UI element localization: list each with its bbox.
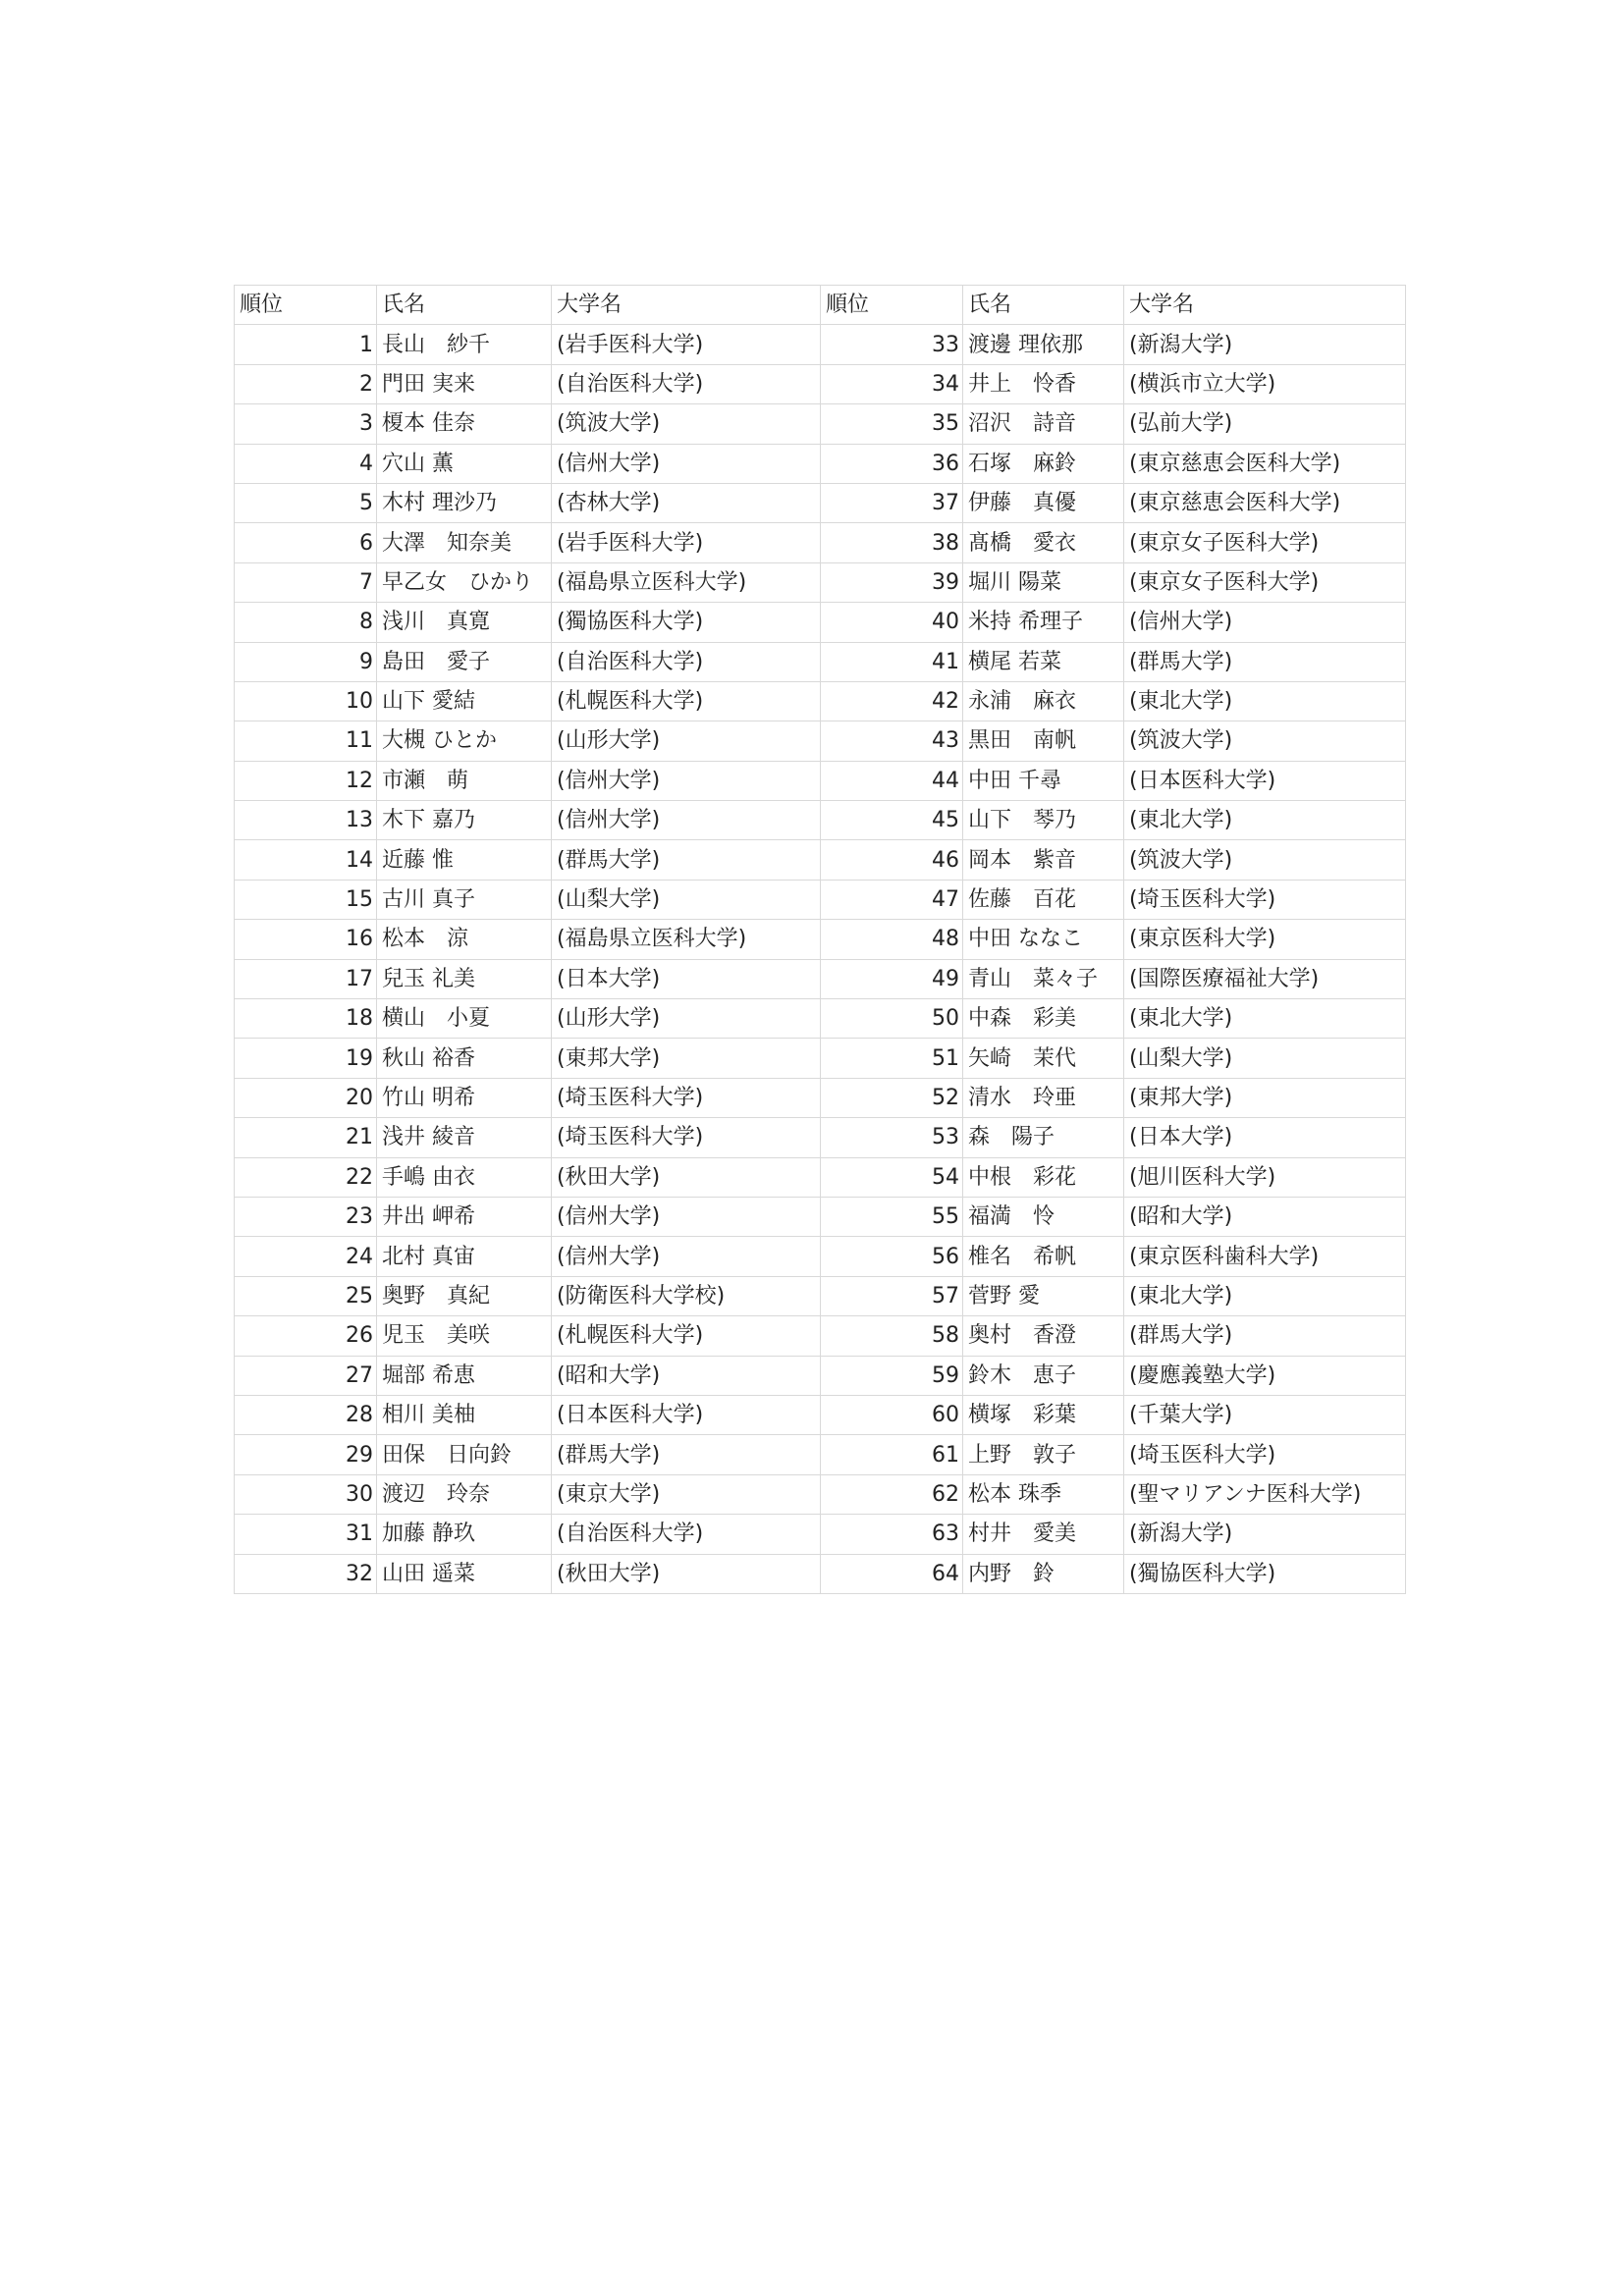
name-cell-left: 相川 美柚	[377, 1395, 552, 1434]
name-cell-left: 山下 愛結	[377, 681, 552, 721]
university-cell-left: (東京大学)	[552, 1474, 821, 1514]
header-rank-right: 順位	[821, 286, 963, 325]
rank-cell-right: 35	[821, 404, 963, 444]
rank-cell-right: 42	[821, 681, 963, 721]
university-cell-left: (日本医科大学)	[552, 1395, 821, 1434]
table-row	[235, 959, 1406, 998]
university-cell-left: (岩手医科大学)	[552, 523, 821, 562]
rank-cell-right: 54	[821, 1157, 963, 1197]
name-cell-right: 渡邊 理依那	[963, 325, 1124, 364]
rank-cell-left: 30	[235, 1474, 377, 1514]
table-body	[235, 286, 1406, 1594]
table-row	[235, 1237, 1406, 1276]
name-cell-right: 村井 愛美	[963, 1515, 1124, 1554]
table-row	[235, 840, 1406, 880]
name-cell-right: 米持 希理子	[963, 603, 1124, 642]
name-cell-left: 秋山 裕香	[377, 1039, 552, 1078]
name-cell-left: 榎本 佳奈	[377, 404, 552, 444]
header-university-right: 大学名	[1124, 286, 1406, 325]
university-cell-right: (国際医療福祉大学)	[1124, 959, 1406, 998]
rank-cell-right: 55	[821, 1197, 963, 1236]
university-cell-right: (千葉大学)	[1124, 1395, 1406, 1434]
table-row	[235, 562, 1406, 602]
table-row	[235, 1395, 1406, 1434]
name-cell-right: 福満 怜	[963, 1197, 1124, 1236]
rank-cell-left: 15	[235, 880, 377, 919]
name-cell-left: 田保 日向鈴	[377, 1435, 552, 1474]
rank-cell-right: 61	[821, 1435, 963, 1474]
rank-cell-right: 45	[821, 801, 963, 840]
name-cell-right: 永浦 麻衣	[963, 681, 1124, 721]
table-row	[235, 1039, 1406, 1078]
university-cell-left: (自治医科大学)	[552, 642, 821, 681]
rank-cell-right: 62	[821, 1474, 963, 1514]
university-cell-right: (東京慈恵会医科大学)	[1124, 483, 1406, 522]
university-cell-right: (群馬大学)	[1124, 1316, 1406, 1356]
university-cell-left: (福島県立医科大学)	[552, 562, 821, 602]
name-cell-left: 木村 理沙乃	[377, 483, 552, 522]
rank-cell-left: 5	[235, 483, 377, 522]
university-cell-right: (東北大学)	[1124, 1276, 1406, 1315]
university-cell-right: (日本大学)	[1124, 1118, 1406, 1157]
university-cell-left: (自治医科大学)	[552, 1515, 821, 1554]
university-cell-left: (信州大学)	[552, 1237, 821, 1276]
rank-cell-right: 57	[821, 1276, 963, 1315]
table-row	[235, 920, 1406, 959]
rank-cell-left: 26	[235, 1316, 377, 1356]
name-cell-right: 鈴木 恵子	[963, 1356, 1124, 1395]
rank-cell-left: 9	[235, 642, 377, 681]
name-cell-right: 伊藤 真優	[963, 483, 1124, 522]
name-cell-left: 古川 真子	[377, 880, 552, 919]
rank-cell-left: 11	[235, 721, 377, 761]
rank-cell-right: 59	[821, 1356, 963, 1395]
rank-cell-right: 63	[821, 1515, 963, 1554]
name-cell-left: 近藤 惟	[377, 840, 552, 880]
rank-cell-right: 41	[821, 642, 963, 681]
name-cell-right: 矢崎 茉代	[963, 1039, 1124, 1078]
name-cell-right: 髙橋 愛衣	[963, 523, 1124, 562]
rank-cell-right: 53	[821, 1118, 963, 1157]
university-cell-right: (埼玉医科大学)	[1124, 1435, 1406, 1474]
table-row	[235, 1276, 1406, 1315]
rank-cell-left: 19	[235, 1039, 377, 1078]
name-cell-right: 清水 玲亜	[963, 1078, 1124, 1117]
name-cell-left: 穴山 薫	[377, 444, 552, 483]
rank-cell-right: 40	[821, 603, 963, 642]
table-row	[235, 523, 1406, 562]
name-cell-left: 竹山 明希	[377, 1078, 552, 1117]
university-cell-left: (信州大学)	[552, 761, 821, 800]
table-row	[235, 880, 1406, 919]
university-cell-right: (信州大学)	[1124, 603, 1406, 642]
name-cell-right: 菅野 愛	[963, 1276, 1124, 1315]
table-row	[235, 1316, 1406, 1356]
name-cell-right: 横尾 若菜	[963, 642, 1124, 681]
name-cell-right: 黒田 南帆	[963, 721, 1124, 761]
rank-cell-right: 56	[821, 1237, 963, 1276]
university-cell-left: (札幌医科大学)	[552, 1316, 821, 1356]
name-cell-left: 渡辺 玲奈	[377, 1474, 552, 1514]
name-cell-left: 加藤 静玖	[377, 1515, 552, 1554]
name-cell-right: 中田 千尋	[963, 761, 1124, 800]
table-row	[235, 1197, 1406, 1236]
rank-cell-left: 31	[235, 1515, 377, 1554]
rank-cell-right: 60	[821, 1395, 963, 1434]
rank-cell-right: 51	[821, 1039, 963, 1078]
university-cell-left: (山梨大学)	[552, 880, 821, 919]
rank-cell-right: 47	[821, 880, 963, 919]
rank-cell-right: 50	[821, 999, 963, 1039]
rank-cell-left: 13	[235, 801, 377, 840]
university-cell-right: (弘前大学)	[1124, 404, 1406, 444]
rank-cell-left: 6	[235, 523, 377, 562]
table-row	[235, 1356, 1406, 1395]
rank-cell-right: 46	[821, 840, 963, 880]
name-cell-left: 大澤 知奈美	[377, 523, 552, 562]
rank-cell-left: 20	[235, 1078, 377, 1117]
name-cell-right: 松本 珠季	[963, 1474, 1124, 1514]
name-cell-right: 中田 ななこ	[963, 920, 1124, 959]
rank-cell-right: 43	[821, 721, 963, 761]
university-cell-right: (筑波大学)	[1124, 840, 1406, 880]
name-cell-left: 兒玉 礼美	[377, 959, 552, 998]
name-cell-left: 児玉 美咲	[377, 1316, 552, 1356]
university-cell-left: (杏林大学)	[552, 483, 821, 522]
rank-cell-left: 18	[235, 999, 377, 1039]
university-cell-left: (信州大学)	[552, 444, 821, 483]
name-cell-right: 中根 彩花	[963, 1157, 1124, 1197]
name-cell-right: 青山 菜々子	[963, 959, 1124, 998]
university-cell-left: (札幌医科大学)	[552, 681, 821, 721]
rank-cell-left: 12	[235, 761, 377, 800]
name-cell-right: 堀川 陽菜	[963, 562, 1124, 602]
university-cell-right: (獨協医科大学)	[1124, 1554, 1406, 1593]
university-cell-left: (筑波大学)	[552, 404, 821, 444]
table-row	[235, 1118, 1406, 1157]
table-row	[235, 681, 1406, 721]
university-cell-right: (東北大学)	[1124, 801, 1406, 840]
rank-cell-right: 36	[821, 444, 963, 483]
university-cell-left: (群馬大学)	[552, 1435, 821, 1474]
name-cell-right: 石塚 麻鈴	[963, 444, 1124, 483]
university-cell-right: (群馬大学)	[1124, 642, 1406, 681]
university-cell-right: (東京女子医科大学)	[1124, 523, 1406, 562]
name-cell-left: 浅川 真寛	[377, 603, 552, 642]
university-cell-right: (東京女子医科大学)	[1124, 562, 1406, 602]
table-row	[235, 364, 1406, 403]
university-cell-right: (新潟大学)	[1124, 1515, 1406, 1554]
header-rank-left: 順位	[235, 286, 377, 325]
table-row	[235, 1435, 1406, 1474]
results-table	[234, 285, 1406, 1594]
university-cell-left: (埼玉医科大学)	[552, 1078, 821, 1117]
university-cell-left: (信州大学)	[552, 801, 821, 840]
university-cell-left: (山形大学)	[552, 721, 821, 761]
rank-cell-left: 16	[235, 920, 377, 959]
rank-cell-left: 8	[235, 603, 377, 642]
name-cell-right: 山下 琴乃	[963, 801, 1124, 840]
name-cell-left: 長山 紗千	[377, 325, 552, 364]
table-row	[235, 325, 1406, 364]
table-row	[235, 1157, 1406, 1197]
university-cell-left: (信州大学)	[552, 1197, 821, 1236]
name-cell-left: 木下 嘉乃	[377, 801, 552, 840]
rank-cell-left: 24	[235, 1237, 377, 1276]
rank-cell-left: 27	[235, 1356, 377, 1395]
rank-cell-left: 17	[235, 959, 377, 998]
header-name-left: 氏名	[377, 286, 552, 325]
name-cell-right: 森 陽子	[963, 1118, 1124, 1157]
university-cell-left: (自治医科大学)	[552, 364, 821, 403]
rank-cell-left: 28	[235, 1395, 377, 1434]
rank-cell-right: 49	[821, 959, 963, 998]
rank-cell-right: 39	[821, 562, 963, 602]
university-cell-left: (獨協医科大学)	[552, 603, 821, 642]
rank-cell-left: 21	[235, 1118, 377, 1157]
university-cell-left: (東邦大学)	[552, 1039, 821, 1078]
name-cell-right: 岡本 紫音	[963, 840, 1124, 880]
university-cell-right: (昭和大学)	[1124, 1197, 1406, 1236]
name-cell-left: 井出 岬希	[377, 1197, 552, 1236]
university-cell-left: (岩手医科大学)	[552, 325, 821, 364]
name-cell-right: 井上 怜香	[963, 364, 1124, 403]
rank-cell-right: 38	[821, 523, 963, 562]
university-cell-right: (東北大学)	[1124, 999, 1406, 1039]
rank-cell-left: 10	[235, 681, 377, 721]
university-cell-right: (東北大学)	[1124, 681, 1406, 721]
table-row	[235, 603, 1406, 642]
header-university-left: 大学名	[552, 286, 821, 325]
name-cell-left: 手嶋 由衣	[377, 1157, 552, 1197]
rank-cell-right: 37	[821, 483, 963, 522]
university-cell-right: (横浜市立大学)	[1124, 364, 1406, 403]
rank-cell-right: 34	[821, 364, 963, 403]
name-cell-left: 山田 遥菜	[377, 1554, 552, 1593]
university-cell-left: (群馬大学)	[552, 840, 821, 880]
name-cell-right: 椎名 希帆	[963, 1237, 1124, 1276]
university-cell-right: (日本医科大学)	[1124, 761, 1406, 800]
rank-cell-left: 25	[235, 1276, 377, 1315]
rank-cell-left: 23	[235, 1197, 377, 1236]
rank-cell-right: 48	[821, 920, 963, 959]
university-cell-right: (山梨大学)	[1124, 1039, 1406, 1078]
table-row	[235, 444, 1406, 483]
name-cell-right: 奥村 香澄	[963, 1316, 1124, 1356]
university-cell-right: (東京慈恵会医科大学)	[1124, 444, 1406, 483]
table-row	[235, 761, 1406, 800]
rank-cell-left: 2	[235, 364, 377, 403]
rank-cell-right: 64	[821, 1554, 963, 1593]
rank-cell-right: 44	[821, 761, 963, 800]
university-cell-left: (山形大学)	[552, 999, 821, 1039]
name-cell-left: 堀部 希恵	[377, 1356, 552, 1395]
name-cell-left: 北村 真宙	[377, 1237, 552, 1276]
university-cell-left: (秋田大学)	[552, 1157, 821, 1197]
table-row	[235, 801, 1406, 840]
name-cell-right: 上野 敦子	[963, 1435, 1124, 1474]
table-row	[235, 483, 1406, 522]
rank-cell-left: 1	[235, 325, 377, 364]
name-cell-right: 中森 彩美	[963, 999, 1124, 1039]
header-row	[235, 286, 1406, 325]
header-name-right: 氏名	[963, 286, 1124, 325]
university-cell-right: (埼玉医科大学)	[1124, 880, 1406, 919]
university-cell-right: (東京医科歯科大学)	[1124, 1237, 1406, 1276]
table-row	[235, 1474, 1406, 1514]
university-cell-left: (埼玉医科大学)	[552, 1118, 821, 1157]
name-cell-right: 沼沢 詩音	[963, 404, 1124, 444]
name-cell-right: 横塚 彩葉	[963, 1395, 1124, 1434]
university-cell-right: (東京医科大学)	[1124, 920, 1406, 959]
name-cell-left: 市瀬 萌	[377, 761, 552, 800]
rank-cell-right: 58	[821, 1316, 963, 1356]
rank-cell-left: 29	[235, 1435, 377, 1474]
university-cell-right: (筑波大学)	[1124, 721, 1406, 761]
rank-cell-left: 4	[235, 444, 377, 483]
table-row	[235, 1078, 1406, 1117]
name-cell-left: 島田 愛子	[377, 642, 552, 681]
table-row	[235, 999, 1406, 1039]
table-row	[235, 1515, 1406, 1554]
name-cell-left: 門田 実来	[377, 364, 552, 403]
name-cell-left: 横山 小夏	[377, 999, 552, 1039]
rank-cell-left: 14	[235, 840, 377, 880]
university-cell-right: (東邦大学)	[1124, 1078, 1406, 1117]
table-row	[235, 642, 1406, 681]
university-cell-left: (昭和大学)	[552, 1356, 821, 1395]
name-cell-right: 内野 鈴	[963, 1554, 1124, 1593]
rank-cell-left: 3	[235, 404, 377, 444]
name-cell-left: 松本 涼	[377, 920, 552, 959]
name-cell-left: 大槻 ひとか	[377, 721, 552, 761]
name-cell-left: 浅井 綾音	[377, 1118, 552, 1157]
rank-cell-left: 22	[235, 1157, 377, 1197]
table-row	[235, 404, 1406, 444]
name-cell-right: 佐藤 百花	[963, 880, 1124, 919]
university-cell-right: (旭川医科大学)	[1124, 1157, 1406, 1197]
university-cell-right: (聖マリアンナ医科大学)	[1124, 1474, 1406, 1514]
university-cell-right: (慶應義塾大学)	[1124, 1356, 1406, 1395]
university-cell-left: (日本大学)	[552, 959, 821, 998]
rank-cell-left: 7	[235, 562, 377, 602]
university-cell-right: (新潟大学)	[1124, 325, 1406, 364]
university-cell-left: (防衛医科大学校)	[552, 1276, 821, 1315]
name-cell-left: 早乙女 ひかり	[377, 562, 552, 602]
university-cell-left: (福島県立医科大学)	[552, 920, 821, 959]
rank-cell-right: 33	[821, 325, 963, 364]
name-cell-left: 奥野 真紀	[377, 1276, 552, 1315]
table-row	[235, 1554, 1406, 1593]
rank-cell-right: 52	[821, 1078, 963, 1117]
university-cell-left: (秋田大学)	[552, 1554, 821, 1593]
table-row	[235, 721, 1406, 761]
rank-cell-left: 32	[235, 1554, 377, 1593]
